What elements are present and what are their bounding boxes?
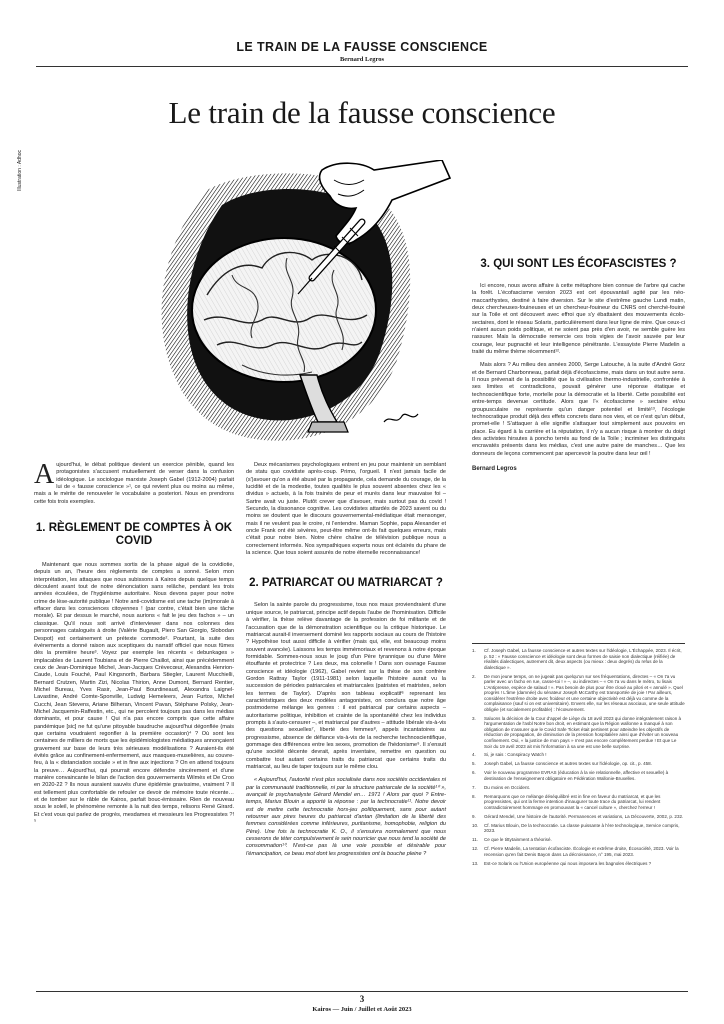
header-author: Bernard Legros: [339, 56, 385, 63]
publication-footer: Kairos — Juin / Juillet et Août 2023: [312, 1006, 412, 1013]
running-title: LE TRAIN DE LA FAUSSE CONSCIENCE: [236, 40, 488, 54]
footnote-text: Cf. Pierre Madelin, La tentation écofasciste. Écologie et extrême droite, Écosociété, 2023. Voir la recension qu'en fait Denis Bayon dans La décroissance, n° 195, mai 2023.: [484, 846, 679, 857]
footnote: [472, 770, 685, 781]
footnote-number: 2.: [472, 673, 476, 679]
brain-shape: [192, 238, 376, 382]
footnote-text: Est-ce Solaris ou l'Union européenne qui nous imposera les bagnoles électriques ?: [484, 860, 652, 866]
footnote-text: Ce que le tittytainment a théorisé.: [484, 837, 552, 843]
footnote: [472, 814, 685, 820]
page-number: 3: [359, 994, 365, 1004]
footnote-text: Du moins en Occident.: [484, 784, 530, 790]
footnote-number: 7.: [472, 784, 476, 790]
header-rule: [36, 66, 688, 67]
footnote-text: Voir le nouveau programme EVRAS (éducation à la vie relationnelle, affective et sexuelle) à destination de l'enseignement obligatoire en Fédération Wallonie-Bruxelles.: [484, 770, 669, 781]
article-title: Le train de la fausse conscience: [168, 95, 556, 130]
footnote-number: 11.: [472, 837, 478, 843]
article-signature: Bernard Legros: [472, 465, 517, 472]
footnote-text: Cf. Marius Blouin, De la technocratie. La classe puissante à l'ère technologique, Service compris, 2023.: [484, 822, 680, 834]
footer-rule: [36, 991, 688, 992]
footnote: [472, 761, 685, 767]
section-heading-1: 1. RÈGLEMENT DE COMPTES À OK COVID: [35, 522, 233, 548]
footnote-number: 8.: [472, 793, 476, 799]
body-paragraph: Deux mécanismes psychologiques entrent en jeu pour maintenir un semblant de statu quo covidiste après-coup. Primo, l'orgueil. Il n'est jamais facile de (s')avouer qu'on a été abusé par la propagande, cela demande du courage, de la lucidité et de la modestie, toutes qualités le plus souvent absentes chez les « dividus » actuels, à la fois trainés de peur et murés dans leur mauvaise foi – Sartre avait vu juste. Plutôt crever que d'avouer, mais surtout pas du covid ! Secundo, la dissonance cognitive. Les covidistes attardés de 2023 savent ou du moins se doutent que le discours gouvernemental-médiatique était mensonger, mais il ne veulent pas le croire, ni l'entendre. Maman Sophie, papa Alexander et oncle Frank ont été sévères, peut-être même ont-ils fait quelques erreurs, mais c'était pour notre bien. Notre chère chaîne de télévision publique nous a correctement informés. Nos sympathiques experts nous ont éclairés du phare de la science. Que tous soient assurés de notre éternelle reconnaissance!: [246, 462, 446, 557]
body-paragraph: Selon la sainte parole du progressisme, tous nos maux proviendraient d'une unique source, le patriarcat, principe actif depuis l'aube de l'hominisation. Difficile à vérifier, la thèse relève davantage de la profession de foi militante et de l'accusation que de la démonstration scientifique ou la critique historique. Le matriarcat aurait-il inversement dominé les rapports sociaux au cours de l'histoire ? Hypothèse tout aussi difficile à vérifier (mais qui, elle, est beaucoup moins souvent avancée). Laissons les temps immémoriaux et revenons à notre époque formidable. Sommes-nous sous le joug d'un Père tyrannique ou d'une Mère étouffante et protectrice ? Les deux, ma colonelle ! Dans son ouvrage Fausse conscience et idéologie (1962), Gabel revient sur la thèse de son confrère Gordon Rattray Taylor (1911-1981) selon laquelle l'histoire aurait vu la succession de périodes patriarcales et matriarcales (patristes et matristes, selon les termes de Taylor). D'après son tableau explicatif⁶ reprenant les caractéristiques des deux modèles antagonistes, on conclura que notre âge postmoderne mélange les genres : il est patriarcal par certains aspects – autoritarisme politique, inhibition et crainte de la spontanéité chez les individus prompts à s'auto-censurer –, et matriarcal par d'autres – attitude libérale vis-à-vis des questions sexuelles⁷, liberté des femmes⁸, appels incantatoires au progressisme, absence de défiance vis-à-vis de la recherche technoscientifique, gommage des différences entre les sexes, promotion de l'hédonisme⁹. Il s'ensuit qu'une société décente devrait, après inventaire, remettre en question ou combattre tout autant certains traits du patriarcat que certains traits du matriarcat, au lieu de taper toujours sur le même clou.: [246, 602, 446, 771]
section-heading-3: 3. QUI SONT LES ÉCOFASCISTES ?: [480, 258, 677, 270]
footnote-number: 4.: [472, 752, 476, 758]
body-paragraph: « Aujourd'hui, l'autorité n'est plus socialisée dans nos sociétés occidentales ni par la communauté traditionnelle, ni par la structure patriarcale de la société¹⁰ », avançait le psychanalyste Gérard Mendel en… 1971 ! Alors par quoi ? Entre-temps, Marius Blouin a apporté la réponse : par la technocratie¹¹. Notre devoir est de mettre cette technocratie hors-jeu politiquement, sans pour autant retourner aux pires heures du patriarcat d'antan (limitation de la liberté des femmes considérées comme inférieures, puritanisme, homophobie, religion du Père). Une fois la technocratie K. O., il s'ensuivra normalement que nous cesserons de téter compulsivement le sein nourricier que nous tend la société de consommation¹⁰. N'est-ce pas là une voie possible et désirable pour l'émancipation, ce beau mot dont les progressistes ont la bouche pleine ?: [246, 777, 446, 857]
footnote-number: 3.: [472, 715, 476, 721]
footnote: [472, 752, 685, 758]
footnote: [472, 785, 685, 791]
illustration-credit: Illustration : Adhoc: [17, 150, 23, 191]
footnote-text: Joseph Gabel, La fausse conscience et autres textes sur l'idéologie, op. cit., p. 458.: [484, 761, 652, 767]
footnote: [472, 674, 685, 713]
footnote-text: De mon jeune temps, on ne jugeait pas quelqu'un sur ses fréquentations, directes – « On t'a vu parler avec un facho en rue, casse-toi ! » –, ou indirectes – « On t'a vu dans le métro, tu lisais L'Antipresse, espèce de salaud ! ». Pas besoin de plus pour être cloué au pilori et « annulé ». Quel progrès ! L'âme (damnée) du sénateur Joseph McCarthy est transportée de joie ! Par ailleurs, considérer l'extrême droite avec froideur et une certaine objectivité est déjà vu comme de la complaisance (sauf si on est universitaire). Envers elle, sur les réseaux asociaux, une seule attitude obligée (et socialement profitable) : l'écœurement.: [484, 673, 685, 712]
footnote-number: 13.: [472, 860, 479, 866]
footnote-text: Cf. Joseph Gabel, La fausse conscience et autres textes sur l'idéologie, L'Échappée, 2023. Il écrit, p. 52 : « Fausse conscience et idéologie sont deux formes de saisie non dialectique (réifiée) de réalités dialectiques, autrement dit, deux aspects (ou mieux : deux degrés) du refus de la dialectique ».: [484, 648, 682, 670]
footnote: [472, 716, 685, 749]
brain-illustration: [112, 160, 457, 450]
artist-signature: [384, 414, 418, 422]
footnote: [472, 794, 685, 811]
footnote-number: 9.: [472, 813, 476, 819]
section-heading-2: 2. PATRIARCAT OU MATRIARCAT ?: [249, 577, 443, 590]
footnote-number: 10.: [472, 822, 479, 828]
column-2: [246, 462, 446, 858]
column-3: [472, 158, 685, 473]
footnote-number: 1.: [472, 648, 476, 653]
footnote-number: 5.: [472, 761, 476, 767]
column-1: [34, 459, 234, 826]
footnote: [472, 861, 685, 867]
footnote: [472, 837, 685, 843]
footnote-text: Gérard Mendel, Une histoire de l'autorité. Permanences et variations, La Découverte, 2002, p. 232.: [484, 813, 684, 819]
footnote: [472, 846, 685, 857]
footnote: [472, 823, 685, 834]
footnotes-rule: [472, 643, 685, 644]
footnote: [472, 648, 685, 670]
footnote-text: Si, je sais : Conspiracy Watch !: [484, 752, 547, 758]
footnote-number: 12.: [472, 846, 479, 852]
drop-cap: A: [34, 459, 55, 490]
body-paragraph: Maintenant que nous sommes sortis de la phase aiguë de la covidiotie, depuis un an, l'heure des règlements de comptes a sonné. Selon mon interprétation, les attaques que nous subissons à Kairos depuis quelque temps découlent avant tout de notre dénonciation sans relâche, pendant les trois années écoulées, de l'hygiénisme autoritaire. Nous devons payer pour notre crime de lèse-autorité publique ! Notre anti-covidisme est une tache (im)morale à effacer dans les consciences citoyennes ! (par contre, c'était bien une tâche morale). Et par dessus le marché, nous aurions « fait le jeu des fachos » – un classique. Qu'il nous soit arrivé d'interviewer dans nos colonnes des personnages catalogués à droite (Valérie Bugault, Piero San Giorgio, Slobodan Despot) est certainement un prétexte commode². Pourtant, la suite des événements a donné raison aux sceptiques du narratif officiel que nous fûmes dès la première heure³. Voyez par exemple les récents « debunkages » implacables de Laurent Toubiana et de Pierre Chaillot, ainsi que précédemment ceux de Jean-Dominique Michel, Jean-Jacques Crèvecœur, Alexandra Henrion-Caude, Louis Fouché, Paul Kingsnorth, Barbara Stiegler, Laurent Mucchielli, Bernard Crutzen, Martin Zizi, Nicolas Thirion, Anne Dumont, Bernard Rentier, Michel Bureau, Yves Rasir, Jean-Paul Bourdineaud, Alexandra Laignel-Lavastine, André Comte-Sponville, Ludwig Hemeleers, Jean Furtos, Michel Cucchi, Jean Stevens, Ariane Bilheran, Vincent Pavan, Stéphane Polsky, Jean-Michel Jacquemin-Raffestin, etc., qui ne percolent toujours pas dans les médias dominants, et pour cause ! Qui n'a pas encore compris que cette affaire pandémique [sic] ne fut qu'une pitoyable baudruche aujourd'hui dégonflée (mais que certains voudraient regonfler à la première occasion)⁴ ? Où sont les centaines de milliers de morts que les épidémiologistes médiatiques annonçaient gravement sur base de leurs très sérieuses modélisations ? Auraient-ils été évités grâce au confinement-enfermement, aux masques-muselières, au couvre-feu, à la « distanciation sociale » et in fine aux injections ? On en attend toujours la preuve… Aujourd'hui, qui pourrait encore défendre sincèrement et d'une manière convaincante le bilan de l'action des gouvernements Wilmès et De Croo en 2020-22 ? Ils nous auraient sauvés d'une épidémie gravissime, vraiment ? Il est tellement plus confortable de refouler ce devoir de mémoire toute récente… et de tomber sur le râble de Kairos, parfait bouc-émissaire. Rien de nouveau sous le soleil, le phénomène remonte à la nuit des temps, relisons René Girard. Et c'est vous qui parlez de progrès, mesdames et messieurs les Progressistes ?!⁵: [34, 562, 234, 826]
footnote-text: Remarquons que ce mélange déséquilibré est in fine en faveur du matriarcat, et que les progressistes, qui ont la ferme intention d'inaugurer toute trace du patriarcat, lui rendent contradictoirement hommage en promouvant la « cancel culture », cherchez l'erreur !: [484, 793, 661, 810]
footnote-text: Saluons la décision de la Cour d'appel de Liège du 18 avril 2023 qui donne intégralement raison à l'argumentation de l'asbl Notre bon droit, en estimant que la Région wallonne a manqué à son obligation de s'assurer que le Covid Safe Ticket était pertinent pour atteindre les objectifs de réduction de propagation, de diminution de la pression hospitalière ainsi que d'éviter un nouveau confinement. Oui, « la justice de mon pays » n'est pas encore complètement perdue ! Et que Le Soir du 19 avril 2023 ait mis l'information à sa une est une belle surprise.: [484, 715, 682, 749]
intro-paragraph: Aujourd'hui, le débat politique devient un exercice pénible, quand les protagonistes s'accusent mutuellement de verser dans la confusion idéologique. Le sociologue marxiste Joseph Gabel (1912-2004) parlait lui de « fausse conscience »¹, ce qui revient plus ou moins au même, mais a le mérite de renouveler le vocabulaire a posteriori. Nous en prendrons cette fois trois exemples.: [34, 459, 234, 505]
footnotes-list: [472, 648, 685, 870]
body-paragraph: Mais alors ? Au milieu des années 2000, Serge Latouche, à la suite d'André Gorz et de Bernard Charbonneau, parlait déjà d'écofascisme, mais dans un tout autre sens. Il nous prévenait de la possibilité que la civilisation thermo-industrielle, confrontée à ses limites et contradictions, pouvait générer une réponse étatique et technoscientifique forte, mortelle pour la démocratie et la liberté. Cette possibilité est entre-temps devenue certitude. Alors que l'« écofascisme » sectaire et/ou groupusculaire ne représente qu'un danger potentiel et limité¹³, l'écologie technocratique produit déjà des effets concrets dans nos vies, et ce n'est qu'un début, promet-elle ! S'attaquer à elle signifie s'attaquer tout simplement aux pouvoirs en place. Eu égard à la carrière et la réputation, il n'y a aucun risque à montrer du doigt des activistes hirsutes à poncho terrés au fond de la Toile ; incriminer les distingués encravatés présents dans les médias, c'est une autre paire de manches… Que les donneurs de leçons commencent par apercevoir la poutre dans leur œil !: [472, 362, 685, 457]
body-paragraph: Ici encore, nous avons affaire à cette métaphore bien connue de l'arbre qui cache la forêt. L'écofascisme version 2023 est cet épouvantail agité par les néo-maccarthystes, destiné à faire diversion. Sur le site d'extrême gauche Lundi matin, deux chercheuses-fouineuses et un chercheur-fouineur du CNRS ont cherché-fouiné sur la Toile et ont découvert avec effroi que s'y ébattaient des mouvements écolo-sectaires, dont le réseau Solaris, particulièrement dans leur ligne de mire. Que ceux-ci n'aient aucun poids politique, et ne soient pas près d'en avoir, ne semble guère les rassurer. Mais la démocratie remercie ces trois vigies de l'avoir sauvée par leur courage, leur pugnacité et leur intelligence pénétrante. L'essayiste Pierre Madelin a traité du même thème récemment¹².: [472, 283, 685, 356]
footnote-number: 6.: [472, 770, 476, 776]
